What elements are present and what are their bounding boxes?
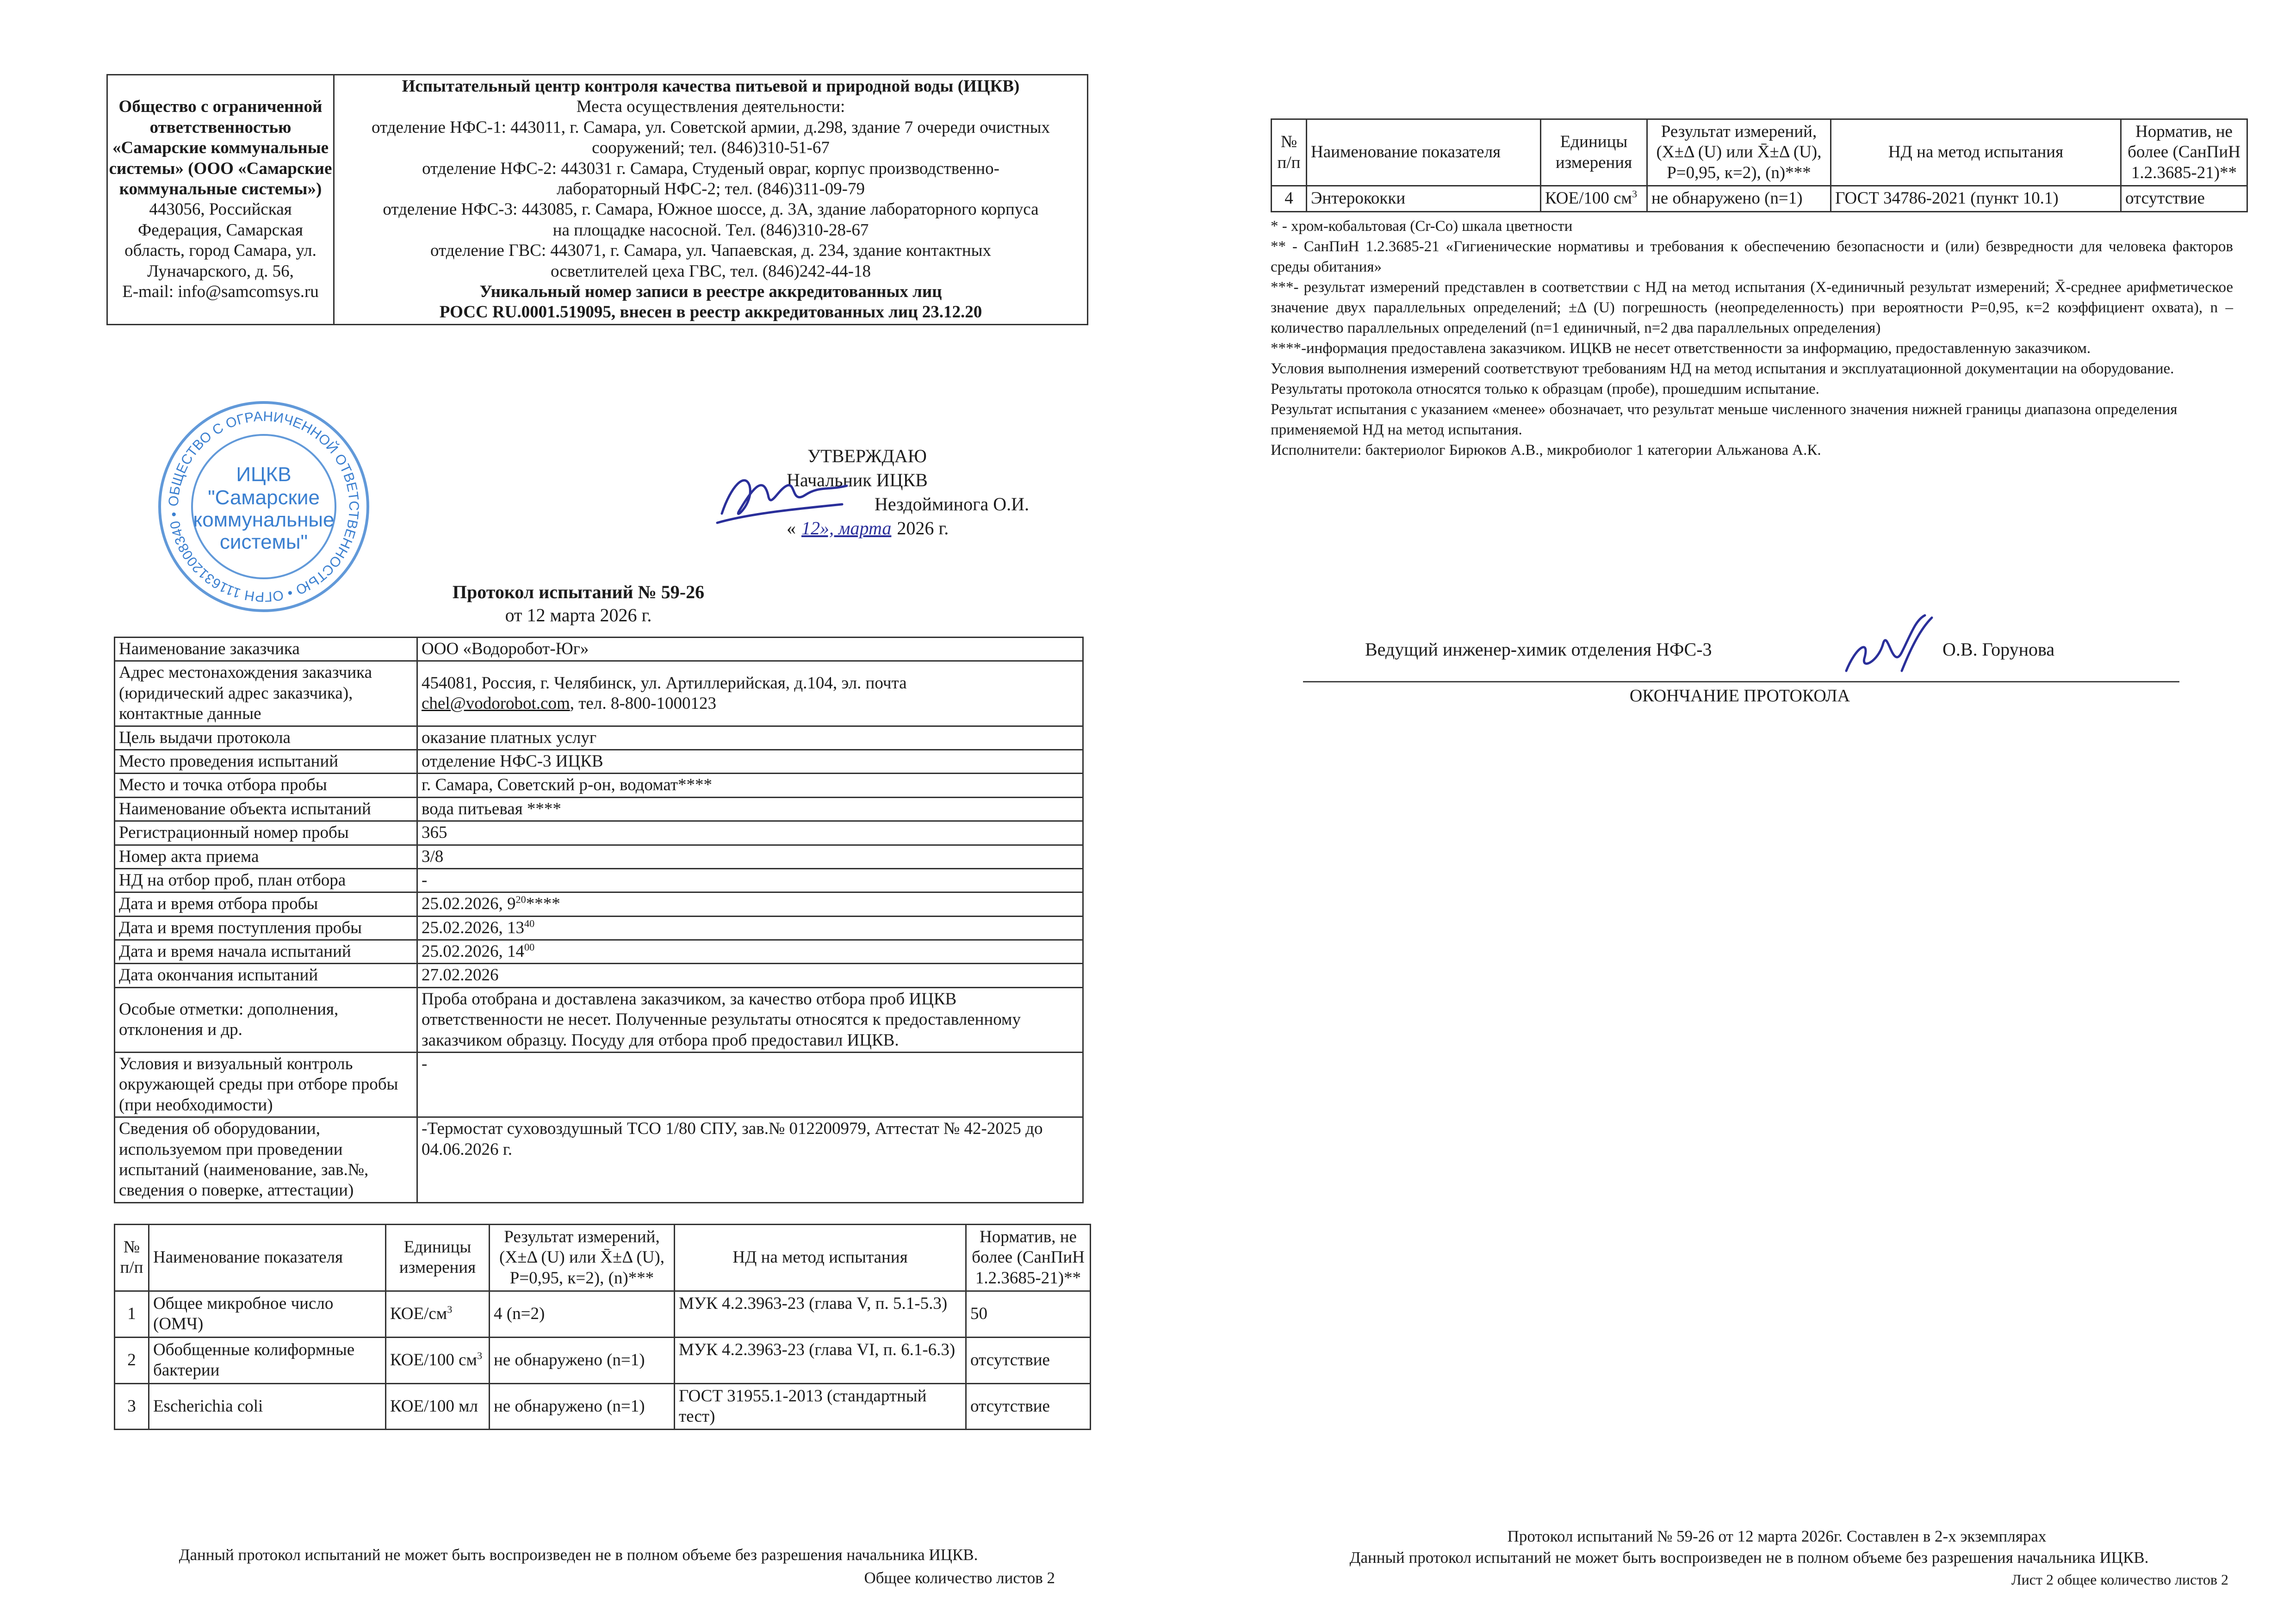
date-year: 2026 г.	[897, 518, 949, 539]
test-method: МУК 4.2.3963-23 (глава VI, п. 6.1-6.3)	[675, 1337, 966, 1383]
stamp-line-3: коммунальные	[193, 508, 335, 531]
unit-text: КОЕ/см	[390, 1304, 447, 1324]
performers: Исполнители: бактериолог Бирюков А.В., микробиолог 1 категории Альжанова А.К.	[1271, 441, 1821, 458]
branch-gvs: отделение ГВС: 443071, г. Самара, ул. Чапаевская, д. 234, здание контактных осветлителей цеха ГВС, тел. (846)242-44-18	[430, 241, 992, 281]
info-value	[417, 916, 1083, 940]
info-value	[417, 750, 1083, 773]
approval-date-handwritten: 12», марта	[801, 518, 892, 539]
results-header-row	[1272, 119, 2247, 186]
org-name: Общество с ограниченной ответственностью «Самарские коммунальные системы» (ООО «Самарские коммунальные системы»)	[109, 97, 332, 198]
indicator-name: Общее микробное число (ОМЧ)	[149, 1291, 386, 1337]
info-label: Дата окончания испытаний	[115, 964, 417, 987]
info-value	[417, 726, 1083, 750]
info-label: Номер акта приема	[115, 845, 417, 868]
branch-nfs1: отделение НФС-1: 443011, г. Самара, ул. Советской армии, д.298, здание 7 очереди очистных сооружений; тел. (846)310-51-67	[372, 118, 1050, 158]
unit-exponent: 3	[1632, 188, 1638, 200]
unit-exponent: 3	[477, 1350, 483, 1362]
info-value	[417, 940, 1083, 964]
director-signature-icon	[713, 458, 851, 532]
unit-text: КОЕ/100 мл	[390, 1396, 478, 1416]
norm-value: отсутствие	[966, 1337, 1091, 1383]
info-row	[115, 797, 1083, 821]
info-label: Регистрационный номер пробы	[115, 821, 417, 845]
info-row	[115, 964, 1083, 987]
protocol-heading	[370, 581, 787, 627]
info-row	[115, 987, 1083, 1052]
unit-exponent: 3	[447, 1303, 453, 1315]
info-label: Цель выдачи протокола	[115, 726, 417, 750]
info-label: Место и точка отбора пробы	[115, 774, 417, 797]
info-label: Сведения об оборудовании, используемом при проведении испытаний (наименование, зав.№, сведения о поверке, аттестации)	[115, 1117, 417, 1203]
info-value-text: 454081, Россия, г. Челябинск, ул. Артиллерийская, д.104, эл. почта	[422, 673, 907, 693]
info-value-text: 365	[422, 823, 447, 842]
info-row	[115, 868, 1083, 892]
page-1-tables	[114, 637, 1091, 1430]
unit	[386, 1383, 490, 1430]
info-label: Наименование заказчика	[115, 638, 417, 661]
column-header: Единицы измерения	[386, 1224, 490, 1291]
info-value-text: -	[422, 870, 428, 890]
customer-email-link[interactable]: chel@vodorobot.com	[422, 694, 570, 713]
indicator-name: Энтерококки	[1307, 186, 1541, 211]
row-number: 3	[115, 1383, 149, 1430]
branch-nfs2: отделение НФС-2: 443031 г. Самара, Студеный овраг, корпус производственно-лабораторный НФС-2; тел. (846)311-09-79	[422, 159, 999, 198]
info-row	[115, 661, 1083, 726]
footnotes	[1271, 216, 2233, 460]
protocol-date: от 12 марта 2026 г.	[505, 605, 652, 626]
column-header: Единицы измерения	[1541, 119, 1647, 186]
sample-info-table	[114, 637, 1084, 1203]
info-row	[115, 845, 1083, 868]
info-row	[115, 821, 1083, 845]
column-header: Норматив, не более (СанПиН 1.2.3685-21)**	[2121, 119, 2247, 186]
signoff-divider	[1303, 681, 2179, 682]
approval-position: Начальник ИЦКВ	[787, 470, 928, 490]
date-open-quote: «	[787, 518, 796, 539]
approval-title: УТВЕРЖДАЮ	[807, 446, 927, 466]
stamp-line-1: ИЦКВ	[236, 463, 292, 486]
footer-sheets-page-2: Лист 2 общее количество листов 2	[2011, 1571, 2228, 1588]
info-value	[417, 1053, 1083, 1117]
norm-value: отсутствие	[2121, 186, 2247, 211]
measurement-result: не обнаружено (n=1)	[1647, 186, 1831, 211]
info-value	[417, 892, 1083, 916]
info-label: Дата и время поступления пробы	[115, 916, 417, 940]
results-scope: Результаты протокола относятся только к образцам (пробе), прошедшим испытание.	[1271, 380, 1819, 397]
info-value-text: г. Самара, Советский р-он, водомат****	[422, 775, 713, 795]
column-header: НД на метод испытания	[1831, 119, 2121, 186]
info-value-text: Проба отобрана и доставлена заказчиком, за качество отбора проб ИЦКВ ответственности не несет. Полученные результаты относятся к предоставленному заказчиком образцу. Посуду для отбора проб предоставил ИЦКВ.	[422, 989, 1021, 1050]
end-of-protocol: ОКОНЧАНИЕ ПРОТОКОЛА	[1629, 686, 1850, 706]
unit	[386, 1337, 490, 1383]
accreditation-line-1: Уникальный номер записи в реестре аккредитованных лиц	[479, 282, 942, 301]
info-value	[417, 638, 1083, 661]
info-value	[417, 821, 1083, 845]
organization-stamp	[155, 398, 372, 615]
column-header: Наименование показателя	[1307, 119, 1541, 186]
lab-info-cell	[334, 75, 1088, 325]
results-table-page-1	[114, 1224, 1091, 1431]
signoff-name: О.В. Горунова	[1942, 639, 2055, 660]
unit-text: КОЕ/100 см	[1545, 189, 1632, 208]
result-row	[115, 1291, 1091, 1337]
accreditation-line-2: РОСС RU.0001.519095, внесен в реестр аккредитованных лиц 23.12.20	[439, 303, 982, 322]
places-label: Места осуществления деятельности:	[576, 97, 845, 117]
info-value-text: -Термостат суховоздушный ТСО 1/80 СПУ, зав.№ 012200979, Аттестат № 42-2025 до 04.06.2026 г.	[422, 1119, 1043, 1159]
measurement-conditions: Условия выполнения измерений соответствуют требованиям НД на метод испытания и эксплуатационной документации на оборудование.	[1271, 360, 2174, 377]
page-2-content	[1271, 118, 2248, 460]
footnote-1: * - хром-кобальтовая (Cr-Co) шкала цветности	[1271, 217, 1573, 235]
info-value	[417, 797, 1083, 821]
measurement-result: не обнаружено (n=1)	[490, 1383, 675, 1430]
info-label: Условия и визуальный контроль окружающей среды при отборе пробы (при необходимости)	[115, 1053, 417, 1117]
column-header: № п/п	[115, 1224, 149, 1291]
row-number: 1	[115, 1291, 149, 1337]
result-row	[1272, 186, 2247, 211]
protocol-title: Протокол испытаний № 59-26	[452, 582, 705, 602]
info-row	[115, 638, 1083, 661]
info-label: Адрес местонахождения заказчика (юридический адрес заказчика), контактные данные	[115, 661, 417, 726]
info-label: НД на отбор проб, план отбора	[115, 868, 417, 892]
info-value-text: 25.02.2026, 9	[422, 894, 516, 914]
unit	[1541, 186, 1647, 211]
stamp-line-2: "Самарские	[208, 486, 320, 509]
info-value-text: 25.02.2026, 13	[422, 918, 524, 937]
info-row	[115, 726, 1083, 750]
info-value-text: -	[422, 1054, 428, 1074]
result-row	[115, 1337, 1091, 1383]
branch-nfs3: отделение НФС-3: 443085, г. Самара, Южное шоссе, д. 3А, здание лабораторного корпуса на площадке насосной. Тел. (846)310-28-67	[383, 200, 1039, 240]
org-address: 443056, Российская Федерация, Самарская область, город Самара, ул. Луначарского, д. 56,	[124, 200, 316, 281]
stamp-ring-text: ОБЩЕСТВО С ОГРАНИЧЕННОЙ ОТВЕТСТВЕННОСТЬЮ • ОГРН 1116312008340 •	[166, 409, 362, 605]
info-value	[417, 987, 1083, 1052]
time-minutes: 40	[524, 917, 535, 929]
info-value-text: отделение НФС-3 ИЦКВ	[422, 751, 603, 771]
column-header: Норматив, не более (СанПиН 1.2.3685-21)**	[966, 1224, 1091, 1291]
footer-notice-page-2: Данный протокол испытаний не может быть воспроизведен не в полном объеме без разрешения начальника ИЦКВ.	[1349, 1549, 2149, 1567]
info-row	[115, 892, 1083, 916]
row-number: 2	[115, 1337, 149, 1383]
engineer-signature-icon	[1832, 611, 1939, 680]
less-than-note: Результат испытания с указанием «менее» обозначает, что результат меньше численного значения нижней границы диапазона определения применяемой НД на метод испытания.	[1271, 401, 2178, 438]
info-label: Особые отметки: дополнения, отклонения и др.	[115, 987, 417, 1052]
norm-value: отсутствие	[966, 1383, 1091, 1430]
info-value-text: вода питьевая ****	[422, 799, 561, 818]
page-2	[1148, 0, 2296, 1623]
info-row	[115, 774, 1083, 797]
footnote-3: ***- результат измерений представлен в соответствии с НД на метод испытания (X-единичный результат измерений; X̄-среднее арифметическое значение двух параллельных определений; ±Δ (U) погрешность (неопределенность) при вероятности P=0,95, к=2 коэффициент охвата), n – количество параллельных определений (n=1 единичный, n=2 два параллельных определения)	[1271, 279, 2233, 336]
stamp-seal-icon	[155, 398, 372, 615]
info-label: Дата и время отбора пробы	[115, 892, 417, 916]
footer-sheets-page-1: Общее количество листов 2	[864, 1569, 1055, 1587]
info-value-tail: ****	[526, 894, 560, 914]
info-value-tail: , тел. 8-800-1000123	[570, 694, 716, 713]
info-value	[417, 661, 1083, 726]
info-value	[417, 964, 1083, 987]
stamp-line-4: системы"	[219, 531, 308, 553]
column-header: Наименование показателя	[149, 1224, 386, 1291]
info-value	[417, 774, 1083, 797]
info-value-text: 27.02.2026	[422, 966, 499, 985]
test-method: ГОСТ 31955.1-2013 (стандартный тест)	[675, 1383, 966, 1430]
test-method: МУК 4.2.3963-23 (глава V, п. 5.1-5.3)	[675, 1291, 966, 1337]
info-label: Место проведения испытаний	[115, 750, 417, 773]
info-value-text: ООО «Водоробот-Юг»	[422, 639, 589, 658]
unit-text: КОЕ/100 см	[390, 1350, 477, 1369]
column-header: НД на метод испытания	[675, 1224, 966, 1291]
signoff-position: Ведущий инженер-химик отделения НФС-3	[1365, 639, 1712, 660]
approval-name: Нездойминога О.И.	[875, 494, 1030, 514]
column-header: Результат измерений, (X±Δ (U) или X̄±Δ (U), P=0,95, к=2), (n)***	[1647, 119, 1831, 186]
info-value	[417, 1117, 1083, 1203]
measurement-result: 4 (n=2)	[490, 1291, 675, 1337]
lab-title: Испытательный центр контроля качества питьевой и природной воды (ИЦКВ)	[402, 77, 1020, 96]
measurement-result: не обнаружено (n=1)	[490, 1337, 675, 1383]
footer-copies-page-2: Протокол испытаний № 59-26 от 12 марта 2026г. Составлен в 2-х экземплярах	[1507, 1527, 2047, 1545]
info-value	[417, 868, 1083, 892]
result-row	[115, 1383, 1091, 1430]
column-header: № п/п	[1272, 119, 1307, 186]
row-number: 4	[1272, 186, 1307, 211]
footnote-2: ** - СанПиН 1.2.3685-21 «Гигиенические нормативы и требования к обеспечению безопасности и (или) безвредности для человека факторов среды обитания»	[1271, 238, 2233, 275]
indicator-name: Обобщенные колиформные бактерии	[149, 1337, 386, 1383]
info-row	[115, 940, 1083, 964]
results-header-row	[115, 1224, 1091, 1291]
info-row	[115, 1053, 1083, 1117]
org-info-cell	[107, 75, 334, 325]
info-value	[417, 845, 1083, 868]
time-minutes: 20	[515, 893, 526, 905]
info-label: Дата и время начала испытаний	[115, 940, 417, 964]
footer-notice-page-1: Данный протокол испытаний не может быть воспроизведен не в полном объеме без разрешения начальника ИЦКВ.	[179, 1546, 978, 1564]
info-row	[115, 916, 1083, 940]
test-method: ГОСТ 34786-2021 (пункт 10.1)	[1831, 186, 2121, 211]
info-row	[115, 1117, 1083, 1203]
info-row	[115, 750, 1083, 773]
info-value-text: 3/8	[422, 847, 444, 866]
footnote-4: ****-информация предоставлена заказчиком. ИЦКВ не несет ответственности за информацию, предоставленную заказчиком.	[1271, 340, 2091, 357]
results-table-page-2	[1271, 118, 2248, 212]
org-email: E-mail: info@samcomsys.ru	[122, 282, 319, 301]
indicator-name: Escherichia coli	[149, 1383, 386, 1430]
letterhead-table	[106, 74, 1088, 325]
unit	[386, 1291, 490, 1337]
info-value-text: оказание платных услуг	[422, 728, 597, 747]
info-label: Наименование объекта испытаний	[115, 797, 417, 821]
info-value-text: 25.02.2026, 14	[422, 942, 524, 961]
column-header: Результат измерений, (X±Δ (U) или X̄±Δ (U), P=0,95, к=2), (n)***	[490, 1224, 675, 1291]
norm-value: 50	[966, 1291, 1091, 1337]
time-minutes: 00	[524, 941, 535, 953]
